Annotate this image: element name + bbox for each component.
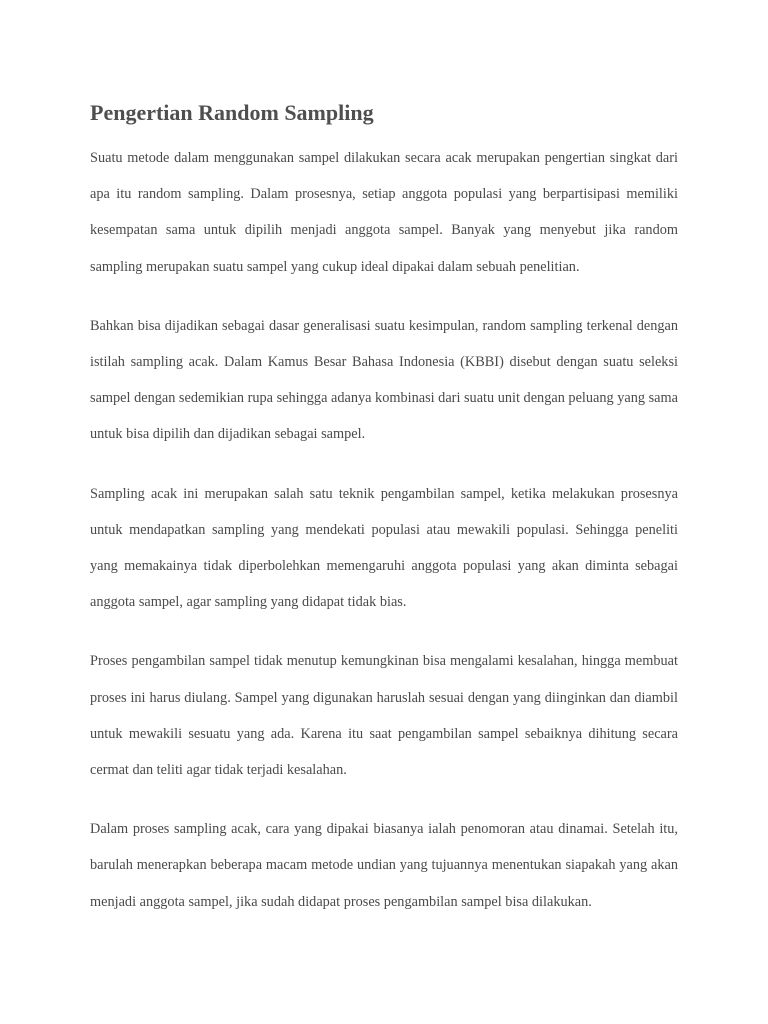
paragraph-2: Bahkan bisa dijadikan sebagai dasar generalisasi suatu kesimpulan, random sampling terkenal dengan istilah sampling acak. Dalam Kamus Besar Bahasa Indonesia (KBBI) disebut dengan suatu seleksi sampel dengan sedemikian rupa sehingga adanya kombinasi dari suatu unit dengan peluang yang sama untuk bisa dipilih dan dijadikan sebagai sampel. xyxy=(90,317,678,443)
paragraph-4: Proses pengambilan sampel tidak menutup kemungkinan bisa mengalami kesalahan, hingga membuat proses ini harus diulang. Sampel yang digunakan haruslah sesuai dengan yang diinginkan dan diambil untuk mewakili sesuatu yang ada. Karena itu saat pengambilan sampel sebaiknya dihitung secara cermat dan teliti agar tidak terjadi kesalahan. xyxy=(90,653,678,779)
paragraph-3: Sampling acak ini merupakan salah satu teknik pengambilan sampel, ketika melakukan prosesnya untuk mendapatkan sampling yang mendekati populasi atau mewakili populasi. Sehingga peneliti yang memakainya tidak diperbolehkan memengaruhi anggota populasi yang akan diminta sebagai anggota sampel, agar sampling yang didapat tidak bias. xyxy=(90,485,678,611)
article-title: Pengertian Random Sampling xyxy=(90,100,374,125)
paragraph-1: Suatu metode dalam menggunakan sampel dilakukan secara acak merupakan pengertian singkat dari apa itu random sampling. Dalam prosesnya, setiap anggota populasi yang berpartisipasi memiliki kesempatan sama untuk dipilih menjadi anggota sampel. Banyak yang menyebut jika random sampling merupakan suatu sampel yang cukup ideal dipakai dalam sebuah penelitian. xyxy=(90,150,678,275)
article-body xyxy=(90,98,678,920)
paragraph-5: Dalam proses sampling acak, cara yang dipakai biasanya ialah penomoran atau dinamai. Setelah itu, barulah menerapkan beberapa macam metode undian yang tujuannya menentukan siapakah yang akan menjadi anggota sampel, jika sudah didapat proses pengambilan sampel bisa dilakukan. xyxy=(90,821,678,910)
